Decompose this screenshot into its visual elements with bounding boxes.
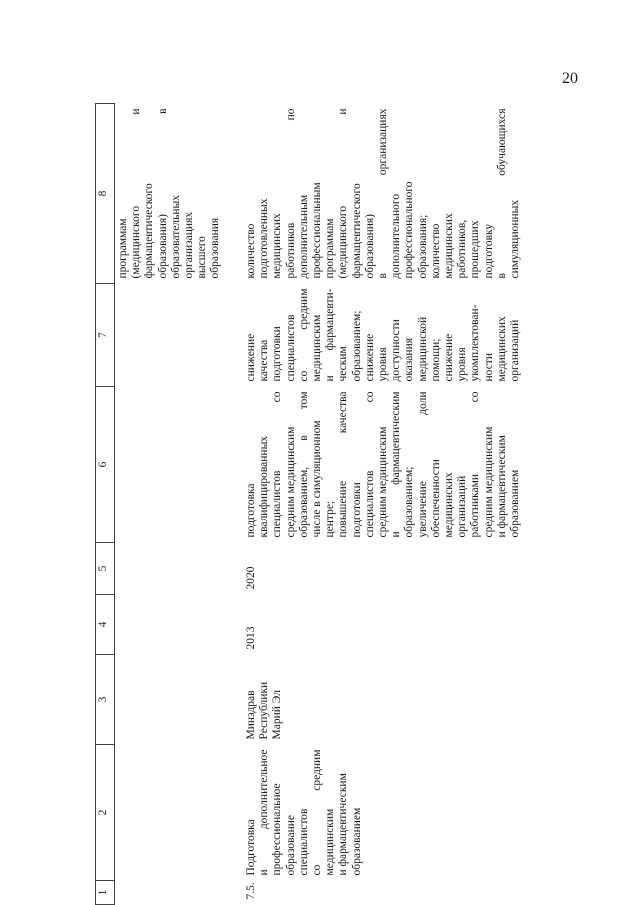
header-col-2: 2 <box>96 745 115 881</box>
expected-result-cell: подготовка квалифицированных специалистов со средним медицинским образованием, в том числе в симуляционном центре; повышение качества подготовки специалистов со средним медицинским и фармацевтическим образованием; увеличение доли обеспеченности медицинских организаций работниками со средним медицинским и фармацевтическим образованием <box>245 391 522 538</box>
header-col-7: 7 <box>96 284 115 387</box>
start-year-cell: 2013 <box>245 626 257 650</box>
header-col-1: 1 <box>96 881 115 905</box>
consequence-cell: снижение качества подготовки специалистов со средним медицинским и фармацевти- ческим образованием; снижение уровня доступности оказания медицинской помощи; снижение уровня укомплектован- ности медицинских организаций <box>245 288 522 382</box>
header-row <box>96 104 115 905</box>
header-col-8: 8 <box>96 104 115 284</box>
program-table <box>95 103 625 905</box>
page-number: 20 <box>562 70 578 87</box>
header-col-4: 4 <box>96 595 115 655</box>
row-number: 7.5. <box>245 882 257 900</box>
measure-name-cell: Подготовка и дополнительное профессиональное образование специалистов со средним медицинским и фармацевтическим образованием <box>245 749 363 876</box>
table-row-continuation <box>115 104 244 905</box>
rotated-table-container <box>95 104 637 905</box>
header-col-5: 5 <box>96 543 115 595</box>
indicator-cell: количество подготовленных медицинских работников по дополнительным профессиональным программам (медицинского и фармацевтического образования) в организациях дополнительного профессионального образования; количество медицинских работников, прошедших подготовку в обучающихся симуляционных <box>245 108 522 279</box>
executor-cell: Минздрав Республики Марий Эл <box>245 681 284 740</box>
header-col-3: 3 <box>96 655 115 745</box>
indicator-cell-continued: программам (медицинского и фармацевтического образования) в образовательных организациях высшего образования <box>117 108 222 279</box>
end-year-cell: 2020 <box>245 566 257 590</box>
table-row <box>243 104 625 905</box>
header-col-6: 6 <box>96 387 115 543</box>
